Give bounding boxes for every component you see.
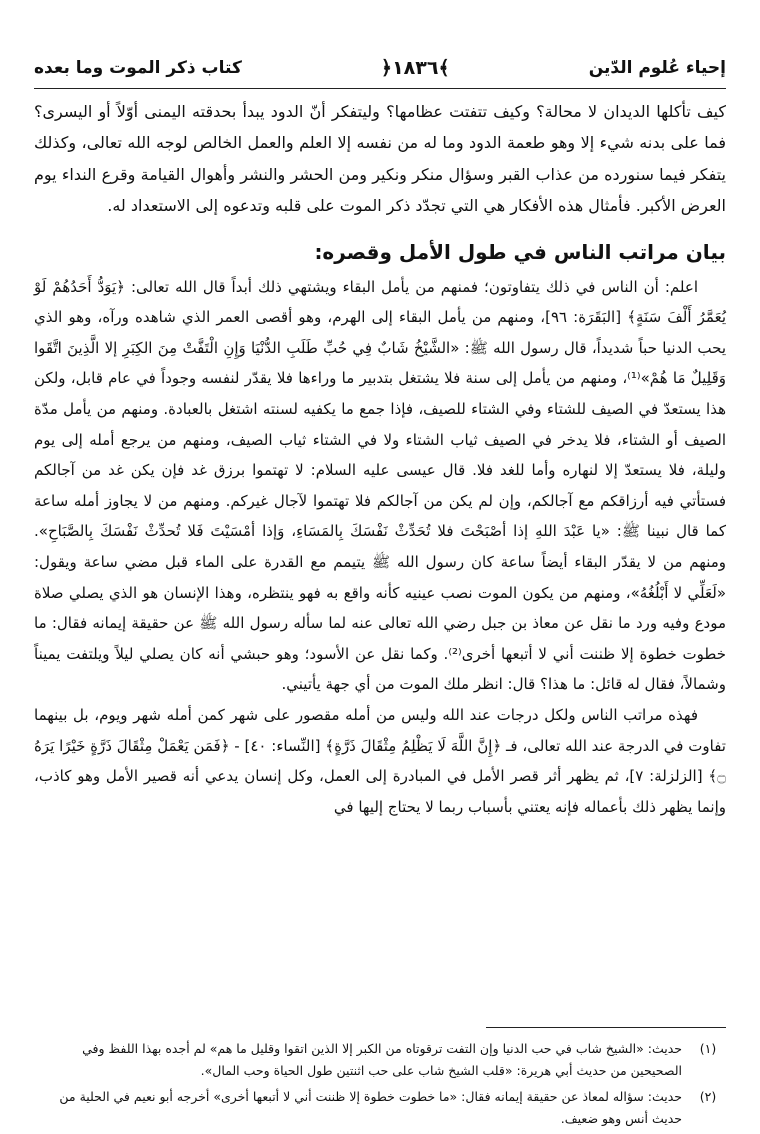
book-title: إحياء عُلوم الدّين [588, 58, 726, 78]
page-header [34, 50, 726, 86]
footnote-number: (١) [699, 1041, 717, 1056]
section-heading: بيان مراتب الناس في طول الأمل وقصره: [314, 239, 726, 264]
footnote-divider [486, 1027, 726, 1028]
page-number: ﴿١٨٣٦﴾ [380, 57, 450, 79]
footnote-number: (٢) [699, 1089, 717, 1104]
header-divider [34, 88, 726, 89]
footnote [34, 1086, 726, 1130]
paragraph: فهذه مراتب الناس ولكل درجات عند الله وليس من أمله مقصور على شهر كمن أمله شهر ويوم، بل بينهما تفاوت في الدرجة عند الله تعالى، فـ ﴿إِنَّ اللَّهَ لَا يَظْلِمُ مِثْقَالَ ذَرَّةٍ﴾ [النِّساء: ٤٠] - ﴿فَمَن يَعْمَلْ مِثْقَالَ ذَرَّةٍ خَيْرًا يَرَهُ ۝﴾ [الزلزلة: ٧]، ثم يظهر أثر قصر الأمل في المبادرة إلى العمل، وكل إنسان يدعي أنه قصير الأمل وهو كاذب، وإنما يظهر ذلك بأعماله فإنه يعتني بأسباب ربما لا يحتاج إليها في [34, 705, 726, 816]
footnote [34, 1038, 726, 1082]
footnote-text: حديث: سؤاله لمعاذ عن حقيقة إيمانه فقال: «ما خطوت خطوة إلا ظننت أني لا أتبعها أخرى» أخرجه أبو نعيم في الحلية من حديث أنس وهو ضعيف. [59, 1089, 682, 1126]
paragraph: كيف تأكلها الديدان لا محالة؟ وكيف تتفتت عظامها؟ وليتفكر أنّ الدود يبدأ بحدقته اليمنى أوّلاً أو اليسرى؟ فما على بدنه شيء إلا وهو طعمة الدود وما له من نفسه إلا العلم والعمل الخالص لوجه الله تعالى، وكذلك يتفكر فيما سنورده من عذاب القبر وسؤال منكر ونكير ومن الحشر والنشر وأهوال القيامة وقرع النداء يوم العرض الأكبر. فأمثال هذه الأفكار هي التي تجدّد ذكر الموت على قلبه وتدعوه إلى الاستعداد له. [34, 102, 726, 216]
footnote-text: حديث: «الشيخ شاب في حب الدنيا وإن التفت ترقوتاه من الكبر إلا الذين اتقوا وقليل ما هم» لم أجده بهذا اللفظ وفي الصحيحين من حديث أبي هريرة: «قلب الشيخ شاب على حب اثنتين طول الحياة وحب المال». [82, 1041, 682, 1078]
main-text [34, 96, 726, 822]
paragraph: اعلم: أن الناس في ذلك يتفاوتون؛ فمنهم من يأمل البقاء ويشتهي ذلك أبداً قال الله تعالى: ﴿يَوَدُّ أَحَدُهُمْ لَوْ يُعَمَّرُ أَلْفَ سَنَةٍ﴾ [البَقَرَة: ٩٦]، ومنهم من يأمل البقاء إلى الهرم، وهو أقصى العمر الذي شاهده ورآه، وهو الذي يحب الدنيا حباً شديداً، قال رسول الله ﷺ: «الشَّيْخُ شَابٌ فِي حُبِّ طَلَبِ الدُّنْيَا وَإِنِ الْتَفَّتْ مِنَ الكِبَرِ إلا الَّذِينَ اتَّقَوا وَقَلِيلٌ مَا هُمْ»⁽¹⁾، ومنهم من يأمل إلى سنة فلا يشتغل بتدبير ما وراءها فلا يقدّر لنفسه وجوداً في عام قابل، ولكن هذا يستعدّ في الصيف للشتاء وفي الشتاء للصيف، فإذا جمع ما يكفيه لسنته اشتغل بالعبادة. ومنهم من يأمل مدّة الصيف أو الشتاء، فلا يدخر في الصيف ثياب الشتاء ولا في الشتاء ثياب الصيف، ومنهم من يرجع أمله إلى يوم وليلة، فلا يستعدّ إلا لنهاره وأما للغد فلا. قال عيسى عليه السلام: لا تهتموا برزق غد فإن يكن غد من آجالكم فستأتي فيه أرزاقكم مع آجالكم، وإن لم يكن من آجالكم فلا تهتموا لآجال غيركم. ومنهم من لا يجاوز أمله ساعة كما قال نبينا ﷺ: «يا عَبْدَ اللهِ إذا أصْبَحْتَ فلا تُحَدِّثْ نَفْسَكَ بِالمَسَاءِ، وَإذا أمْسَيْتَ فَلا تُحدِّثْ نَفْسَكَ بِالصَّبَاحِ». ومنهم من لا يقدّر البقاء أيضاً ساعة كان رسول الله ﷺ يتيمم مع القدرة على الماء قبل مضي ساعة ويقول: «لَعَلِّي لا أَبْلُغُهُ»، ومنهم من يكون الموت نصب عينيه كأنه واقع به فهو ينتظره، وهذا الإنسان هو الذي يصلي صلاة مودع وفيه ورد ما نقل عن معاذ بن جبل رضي الله تعالى عنه لما سأله رسول الله ﷺ عن حقيقة إيمانه فقال: ما خطوت خطوة إلا ظننت أني لا أتبعها أخرى⁽²⁾. وكما نقل عن الأسود؛ وهو حبشي أنه كان يصلي ليلاً ويلتفت يميناً وشمالاً، فقال له قائل: ما هذا؟ قال: انظر ملك الموت من أي جهة يأتيني. [34, 277, 727, 694]
chapter-title: كتاب ذكر الموت وما بعده [34, 58, 242, 78]
